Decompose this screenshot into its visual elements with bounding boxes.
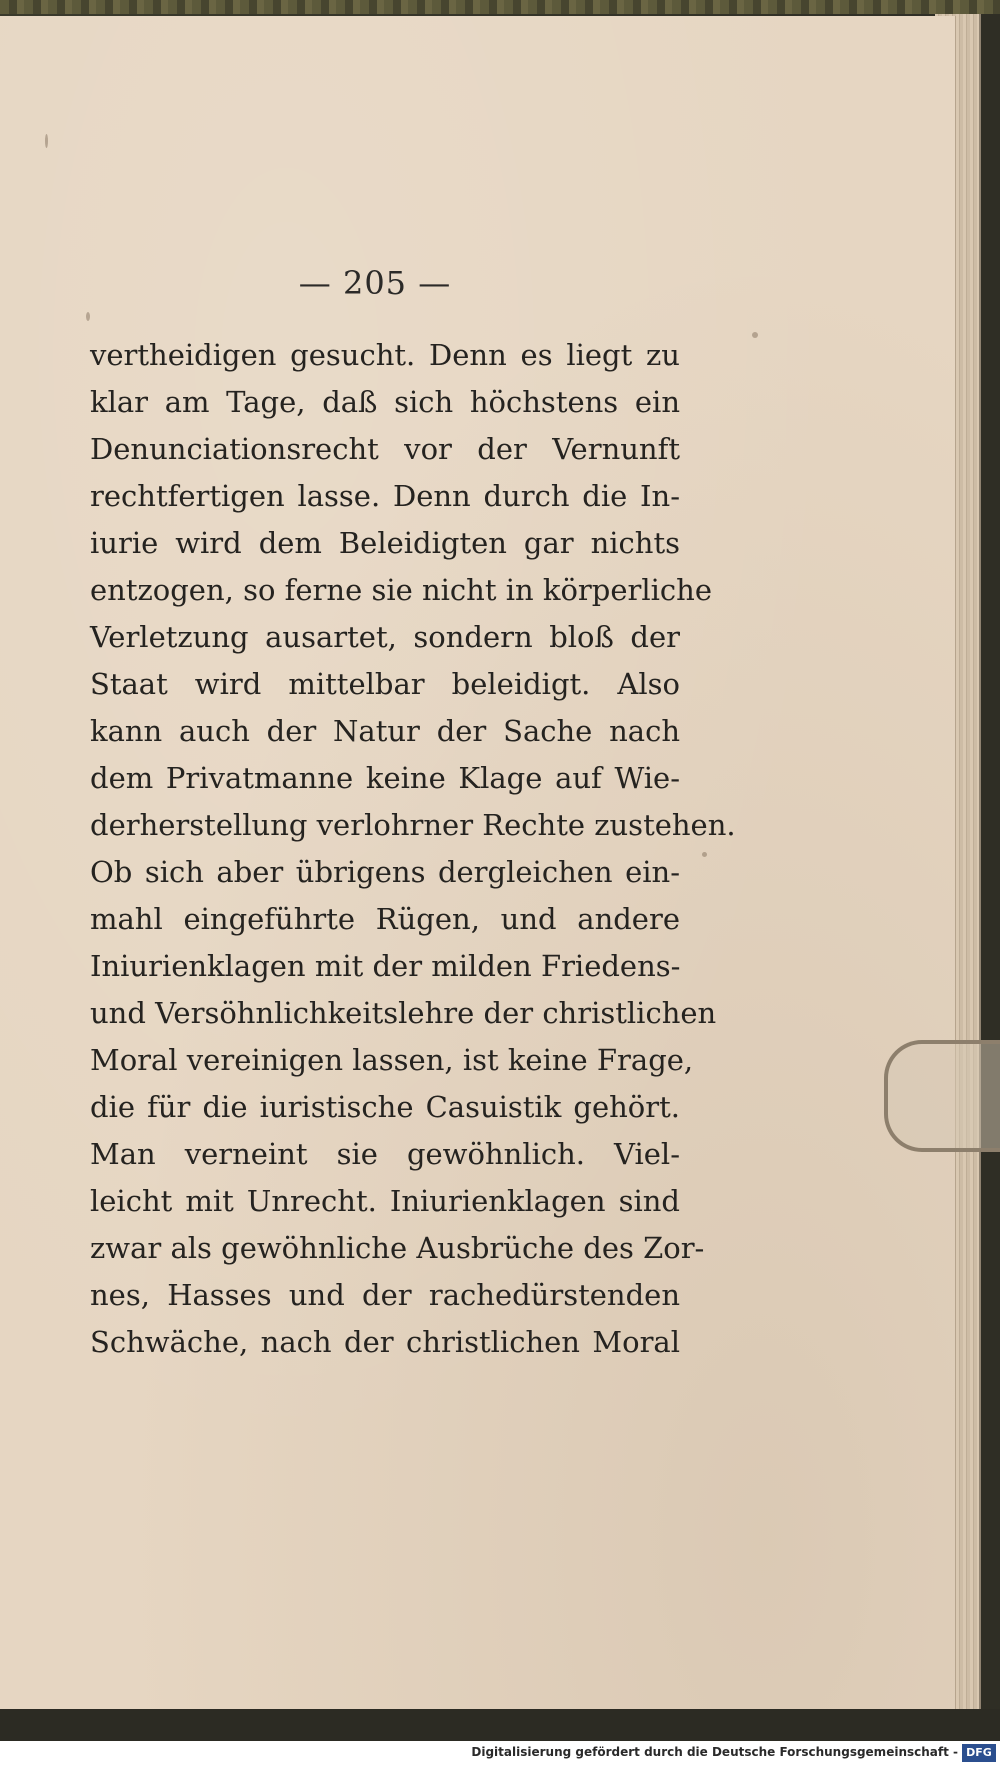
book-page xyxy=(0,16,956,1709)
text-line: leicht mit Unrecht. Iniurienklagen sind xyxy=(90,1184,680,1218)
paper-stain xyxy=(86,312,90,321)
text-line: Staat wird mittelbar beleidigt. Also xyxy=(90,667,680,701)
text-line: rechtfertigen lasse. Denn durch die In- xyxy=(90,479,680,513)
paper-stain xyxy=(702,852,707,857)
body-text xyxy=(90,332,736,1366)
paper-stain xyxy=(752,332,758,338)
text-line: dem Privatmanne keine Klage auf Wie- xyxy=(90,761,680,795)
text-line: entzogen, so ferne sie nicht in körperliche xyxy=(90,573,713,607)
digitization-credit: Digitalisierung gefördert durch die Deutsche Forschungsgemeinschaft - xyxy=(471,1745,958,1759)
text-line: und Versöhnlichkeitslehre der christlichen xyxy=(90,996,717,1030)
paper-stain xyxy=(45,134,48,148)
text-line: mahl eingeführte Rügen, und andere xyxy=(90,902,680,936)
text-line: Schwäche, nach der christlichen Moral xyxy=(90,1325,680,1359)
scan-bottom-edge xyxy=(0,1709,1000,1741)
book-cover-edge xyxy=(0,0,1000,14)
text-line: vertheidigen gesucht. Denn es liegt zu xyxy=(90,338,680,372)
text-line: nes, Hasses und der rachedürstenden xyxy=(90,1278,680,1312)
page-number: — 205 — xyxy=(298,264,452,302)
page-clip xyxy=(884,1040,1000,1152)
dfg-logo: DFG xyxy=(962,1744,996,1762)
text-line: Verletzung ausartet, sondern bloß der xyxy=(90,620,680,654)
text-line: kann auch der Natur der Sache nach xyxy=(90,714,680,748)
text-line: Iniurienklagen mit der milden Friedens- xyxy=(90,949,681,983)
text-line: Moral vereinigen lassen, ist keine Frage, xyxy=(90,1043,694,1077)
text-line: Ob sich aber übrigens dergleichen ein- xyxy=(90,855,680,889)
text-line: derherstellung verlohrner Rechte zustehen. xyxy=(90,808,736,842)
text-line: iurie wird dem Beleidigten gar nichts xyxy=(90,526,680,560)
text-line: zwar als gewöhnliche Ausbrüche des Zor- xyxy=(90,1231,705,1265)
text-line: Man verneint sie gewöhnlich. Viel- xyxy=(90,1137,680,1171)
text-line: die für die iuristische Casuistik gehört. xyxy=(90,1090,680,1124)
text-line: klar am Tage, daß sich höchstens ein xyxy=(90,385,680,419)
text-line: Denunciationsrecht vor der Vernunft xyxy=(90,432,680,466)
